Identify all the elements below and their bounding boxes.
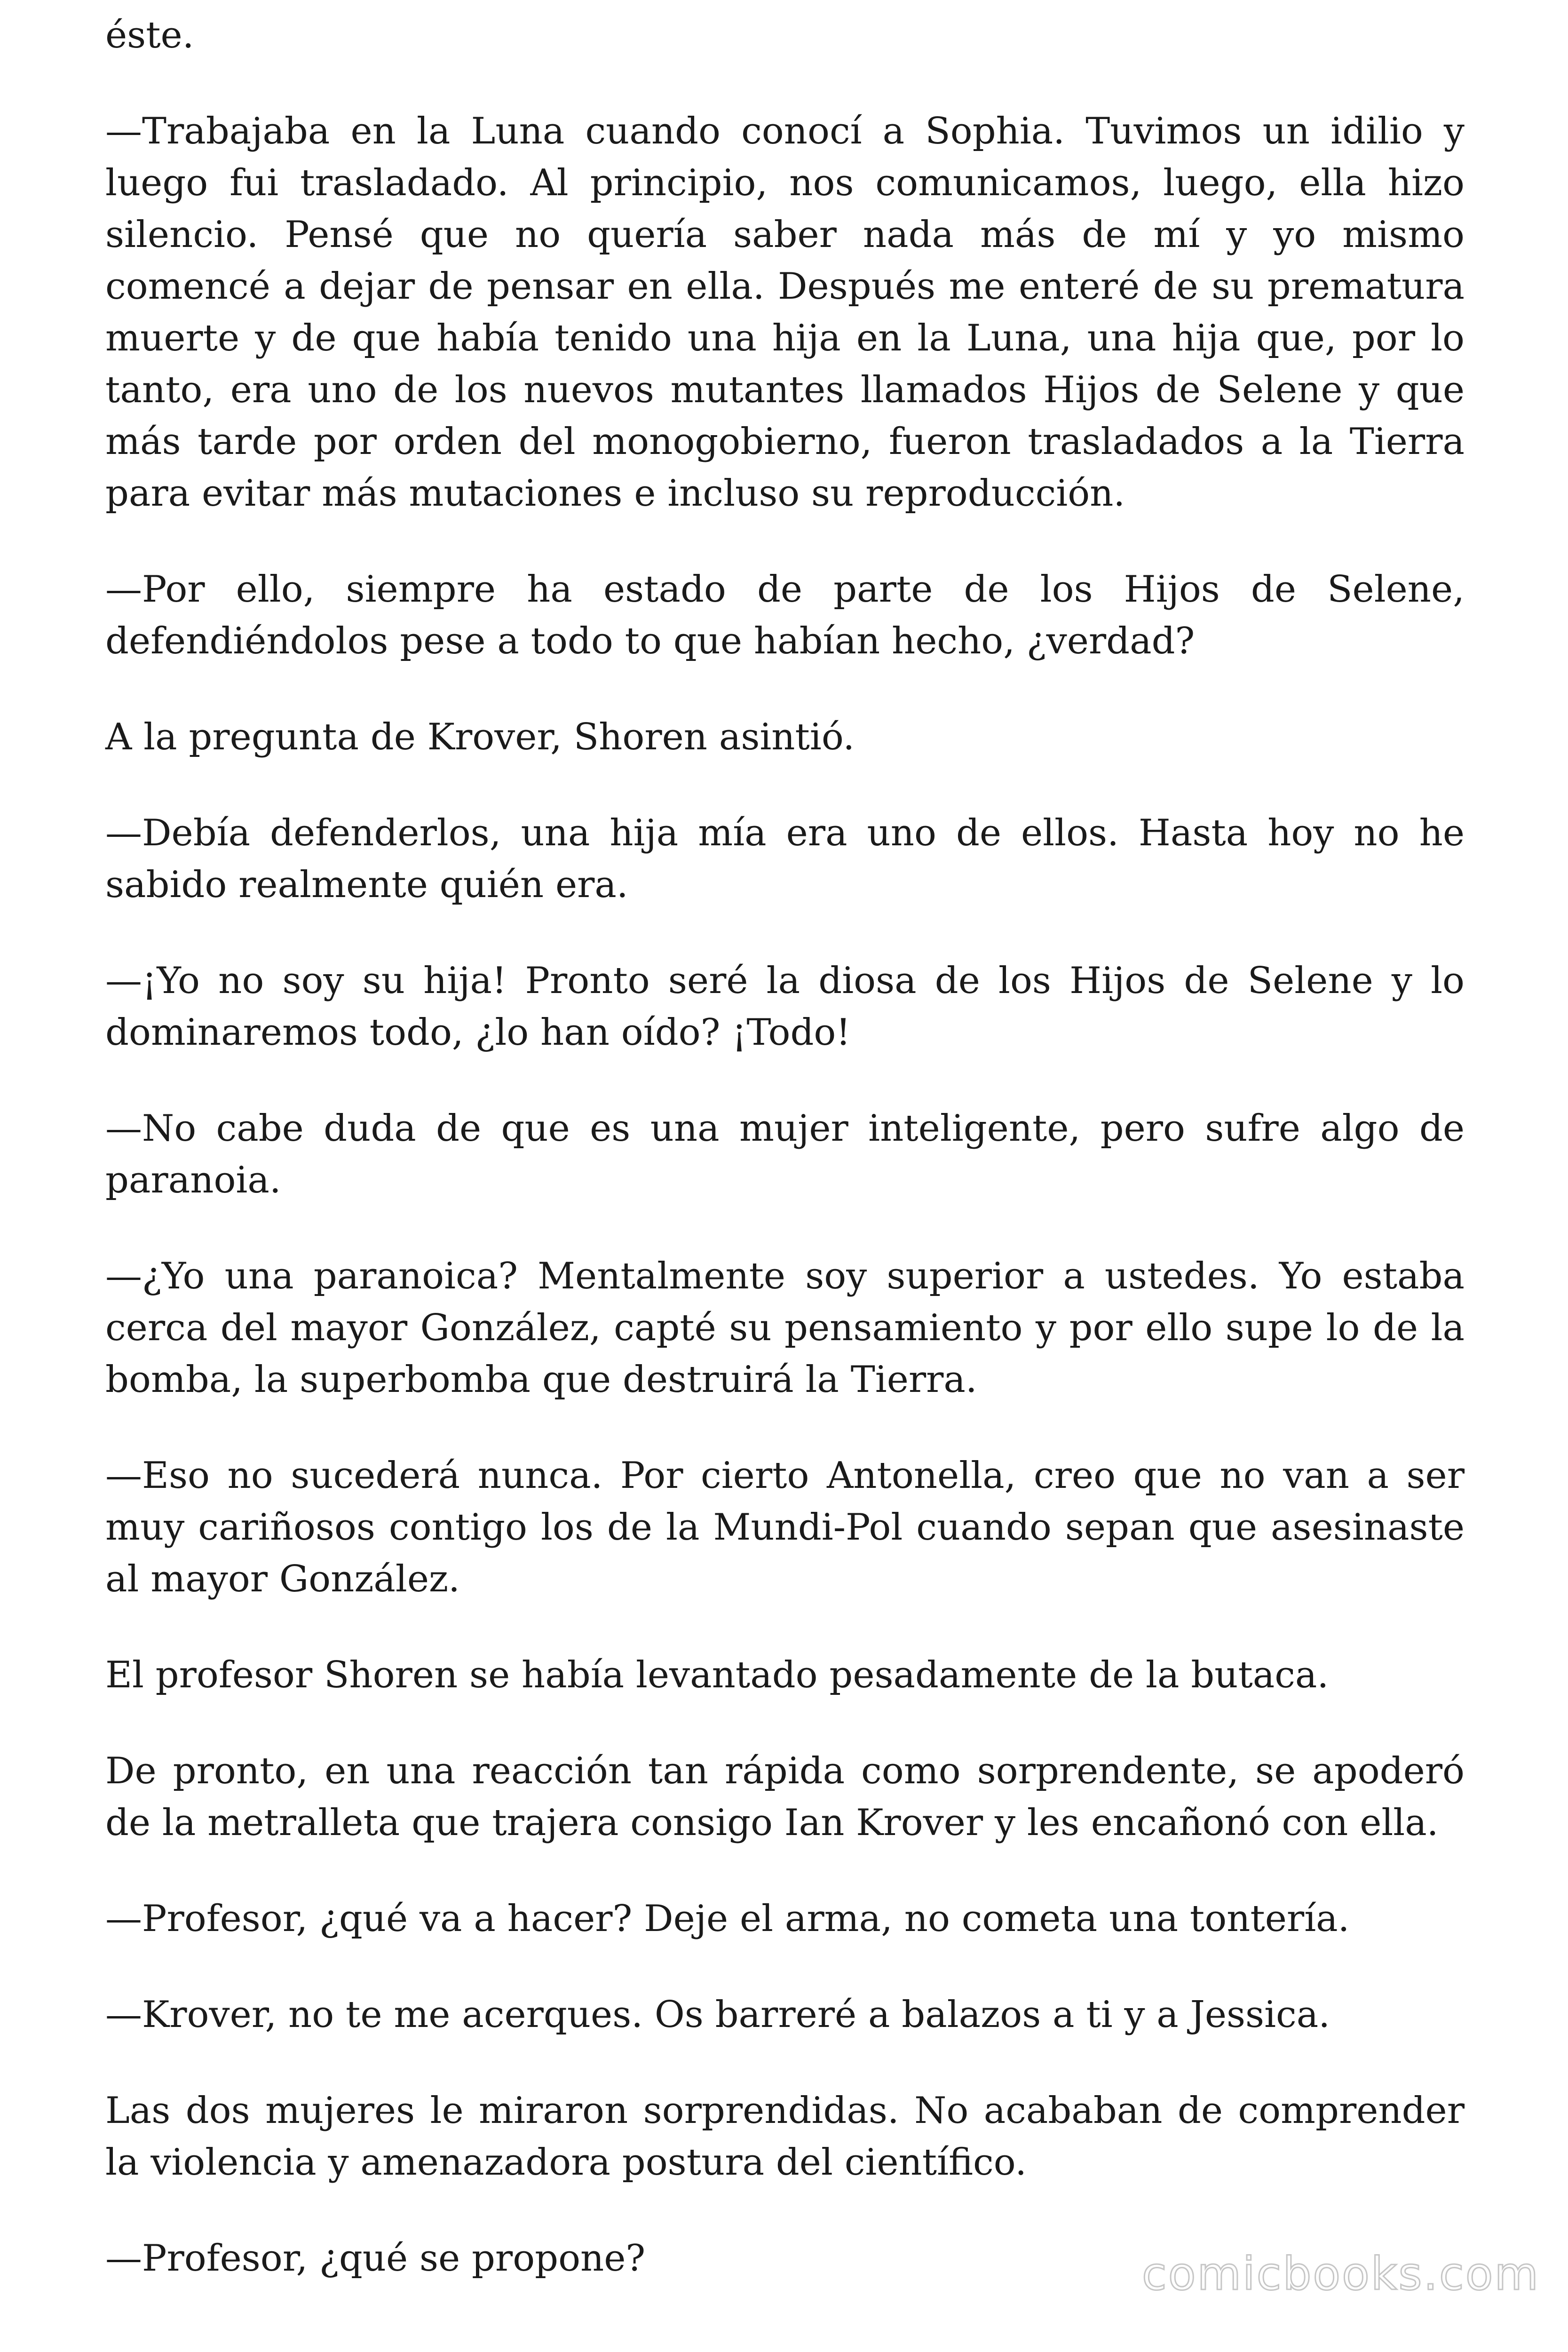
paragraph: éste. [105,14,194,56]
watermark: comicbooks.com [1141,2248,1540,2300]
paragraph: —Debía defenderlos, una hija mía era uno de ellos. Hasta hoy no he sabido realmente quién era. [105,812,1465,906]
paragraph: —¡Yo no soy su hija! Pronto seré la diosa de los Hijos de Selene y lo dominaremos todo, ¿lo han oído? ¡Todo! [105,960,1465,1054]
paragraph: —¿Yo una paranoica? Mentalmente soy superior a ustedes. Yo estaba cerca del mayor González, capté su pensamiento y por ello supe lo de la bomba, la superbomba que destruirá la Tierra. [105,1255,1465,1401]
paragraph: —Profesor, ¿qué va a hacer? Deje el arma, no cometa una tontería. [105,1898,1350,1940]
paragraph: A la pregunta de Krover, Shoren asintió. [105,716,855,758]
paragraph: El profesor Shoren se había levantado pesadamente de la butaca. [105,1654,1329,1696]
paragraph: De pronto, en una reacción tan rápida como sorprendente, se apoderó de la metralleta que trajera consigo Ian Krover y les encañonó con ella. [105,1750,1465,1844]
paragraph: —Por ello, siempre ha estado de parte de los Hijos de Selene, defendiéndolos pese a todo to que habían hecho, ¿verdad? [105,568,1465,662]
paragraph: —Profesor, ¿qué se propone? [105,2237,646,2280]
paragraph: —Krover, no te me acerques. Os barreré a balazos a ti y a Jessica. [105,1994,1330,2036]
text-column [105,9,1465,2328]
paragraph: —Trabajaba en la Luna cuando conocí a Sophia. Tuvimos un idilio y luego fui trasladado. Al principio, nos comunicamos, luego, ella hizo silencio. Pensé que no quería saber nada más de mí y yo mismo comencé a dejar de pensar en ella. Después me enteré de su prematura muerte y de que había tenido una hija en la Luna, una hija que, por lo tanto, era uno de los nuevos mutantes llamados Hijos de Selene y que más tarde por orden del monogobierno, fueron trasladados a la Tierra para evitar más mutaciones e incluso su reproducción. [105,110,1465,515]
paragraph: Las dos mujeres le miraron sorprendidas. No acababan de comprender la violencia y amenazadora postura del científico. [105,2090,1465,2184]
paragraph: —Eso no sucederá nunca. Por cierto Antonella, creo que no van a ser muy cariñosos contigo los de la Mundi-Pol cuando sepan que asesinaste al mayor González. [105,1454,1465,1600]
paragraph: —No cabe duda de que es una mujer inteligente, pero sufre algo de paranoia. [105,1107,1465,1201]
